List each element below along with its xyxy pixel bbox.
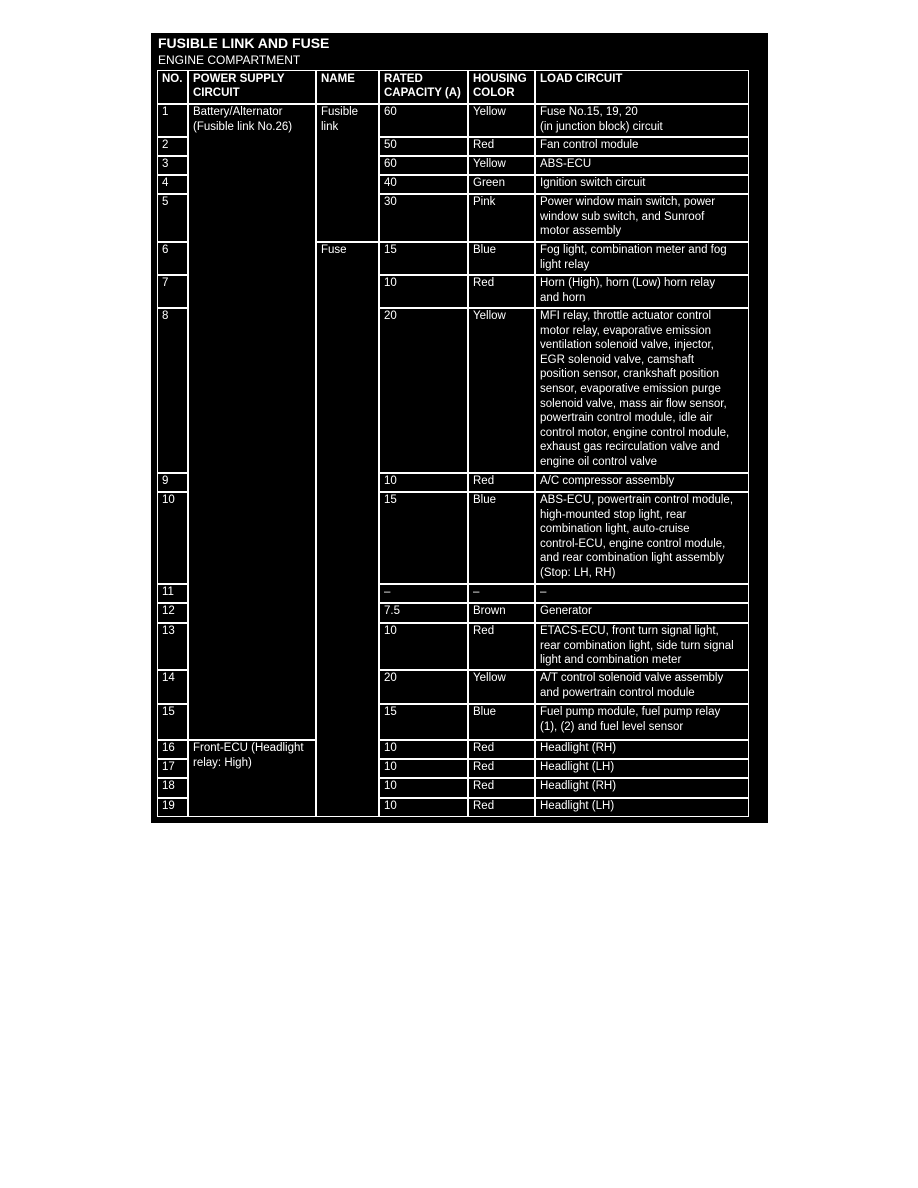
row-no: 8 — [157, 308, 188, 473]
row-rated-capacity: 10 — [379, 798, 468, 817]
row-no: 12 — [157, 603, 188, 623]
row-housing-color: Yellow — [468, 104, 535, 137]
row-housing-color: Green — [468, 175, 535, 194]
header-no: NO. — [157, 70, 188, 104]
row-rated-capacity: 15 — [379, 492, 468, 584]
row-housing-color: Yellow — [468, 670, 535, 704]
row-housing-color: Blue — [468, 242, 535, 275]
row-housing-color: Red — [468, 740, 535, 759]
row-rated-capacity: 40 — [379, 175, 468, 194]
name-group: Fuse — [316, 242, 379, 817]
header-rated-capacity: RATED CAPACITY (A) — [379, 70, 468, 104]
header-load-circuit: LOAD CIRCUIT — [535, 70, 749, 104]
power-supply-group: Battery/Alternator (Fusible link No.26) — [188, 104, 316, 740]
row-rated-capacity: 60 — [379, 104, 468, 137]
row-load-circuit: Ignition switch circuit — [535, 175, 749, 194]
row-rated-capacity: 10 — [379, 740, 468, 759]
table-subtitle: ENGINE COMPARTMENT — [158, 53, 301, 67]
row-load-circuit: ABS-ECU, powertrain control module, high-mounted stop light, rear combination light, auto-cruise control-ECU, engine control module, and rear combination light assembly (Stop: LH, RH) — [535, 492, 749, 584]
row-no: 2 — [157, 137, 188, 156]
row-no: 5 — [157, 194, 188, 242]
row-housing-color: Yellow — [468, 156, 535, 175]
row-no: 9 — [157, 473, 188, 492]
row-load-circuit: A/T control solenoid valve assembly and powertrain control module — [535, 670, 749, 704]
row-rated-capacity: 10 — [379, 623, 468, 670]
fuse-table — [151, 33, 768, 823]
row-rated-capacity: 15 — [379, 242, 468, 275]
row-no: 4 — [157, 175, 188, 194]
row-housing-color: Blue — [468, 492, 535, 584]
row-rated-capacity: 7.5 — [379, 603, 468, 623]
row-load-circuit: Headlight (LH) — [535, 798, 749, 817]
row-rated-capacity: – — [379, 584, 468, 603]
row-no: 14 — [157, 670, 188, 704]
row-no: 16 — [157, 740, 188, 759]
row-load-circuit: Horn (High), horn (Low) horn relay and horn — [535, 275, 749, 308]
row-load-circuit: Fan control module — [535, 137, 749, 156]
row-load-circuit: Generator — [535, 603, 749, 623]
row-housing-color: Red — [468, 623, 535, 670]
row-no: 3 — [157, 156, 188, 175]
name-group: Fusible link — [316, 104, 379, 242]
header-name: NAME — [316, 70, 379, 104]
row-housing-color: Red — [468, 275, 535, 308]
row-no: 17 — [157, 759, 188, 778]
row-load-circuit: ABS-ECU — [535, 156, 749, 175]
row-rated-capacity: 30 — [379, 194, 468, 242]
row-housing-color: Blue — [468, 704, 535, 740]
row-housing-color: Yellow — [468, 308, 535, 473]
row-no: 11 — [157, 584, 188, 603]
row-rated-capacity: 10 — [379, 473, 468, 492]
header-power-supply: POWER SUPPLY CIRCUIT — [188, 70, 316, 104]
row-housing-color: Pink — [468, 194, 535, 242]
row-rated-capacity: 10 — [379, 778, 468, 798]
row-no: 6 — [157, 242, 188, 275]
row-housing-color: Red — [468, 137, 535, 156]
row-load-circuit: A/C compressor assembly — [535, 473, 749, 492]
row-rated-capacity: 10 — [379, 275, 468, 308]
row-rated-capacity: 15 — [379, 704, 468, 740]
fuse-table-panel — [151, 33, 768, 823]
row-load-circuit: Headlight (RH) — [535, 740, 749, 759]
row-rated-capacity: 50 — [379, 137, 468, 156]
row-no: 7 — [157, 275, 188, 308]
row-no: 13 — [157, 623, 188, 670]
row-housing-color: – — [468, 584, 535, 603]
row-load-circuit: Power window main switch, power window sub switch, and Sunroof motor assembly — [535, 194, 749, 242]
row-no: 10 — [157, 492, 188, 584]
row-load-circuit: Fuse No.15, 19, 20 (in junction block) circuit — [535, 104, 749, 137]
header-housing-color: HOUSING COLOR — [468, 70, 535, 104]
row-no: 18 — [157, 778, 188, 798]
row-load-circuit: Headlight (RH) — [535, 778, 749, 798]
row-housing-color: Red — [468, 473, 535, 492]
row-load-circuit: ETACS-ECU, front turn signal light, rear combination light, side turn signal light and combination meter — [535, 623, 749, 670]
table-title: FUSIBLE LINK AND FUSE — [158, 35, 330, 51]
row-rated-capacity: 60 — [379, 156, 468, 175]
row-load-circuit: – — [535, 584, 749, 603]
row-rated-capacity: 20 — [379, 670, 468, 704]
power-supply-group: Front-ECU (Headlight relay: High) — [188, 740, 316, 817]
row-housing-color: Red — [468, 778, 535, 798]
row-load-circuit: Fuel pump module, fuel pump relay (1), (2) and fuel level sensor — [535, 704, 749, 740]
row-no: 19 — [157, 798, 188, 817]
row-load-circuit: Headlight (LH) — [535, 759, 749, 778]
row-rated-capacity: 10 — [379, 759, 468, 778]
row-no: 15 — [157, 704, 188, 740]
row-no: 1 — [157, 104, 188, 137]
row-load-circuit: MFI relay, throttle actuator control motor relay, evaporative emission ventilation solenoid valve, injector, EGR solenoid valve, camshaft position sensor, crankshaft position sensor, evaporative emission purge solenoid valve, mass air flow sensor, powertrain control module, idle air control motor, engine control module, exhaust gas recirculation valve and engine oil control valve — [535, 308, 749, 473]
row-load-circuit: Fog light, combination meter and fog light relay — [535, 242, 749, 275]
row-housing-color: Red — [468, 759, 535, 778]
row-housing-color: Brown — [468, 603, 535, 623]
row-housing-color: Red — [468, 798, 535, 817]
row-rated-capacity: 20 — [379, 308, 468, 473]
